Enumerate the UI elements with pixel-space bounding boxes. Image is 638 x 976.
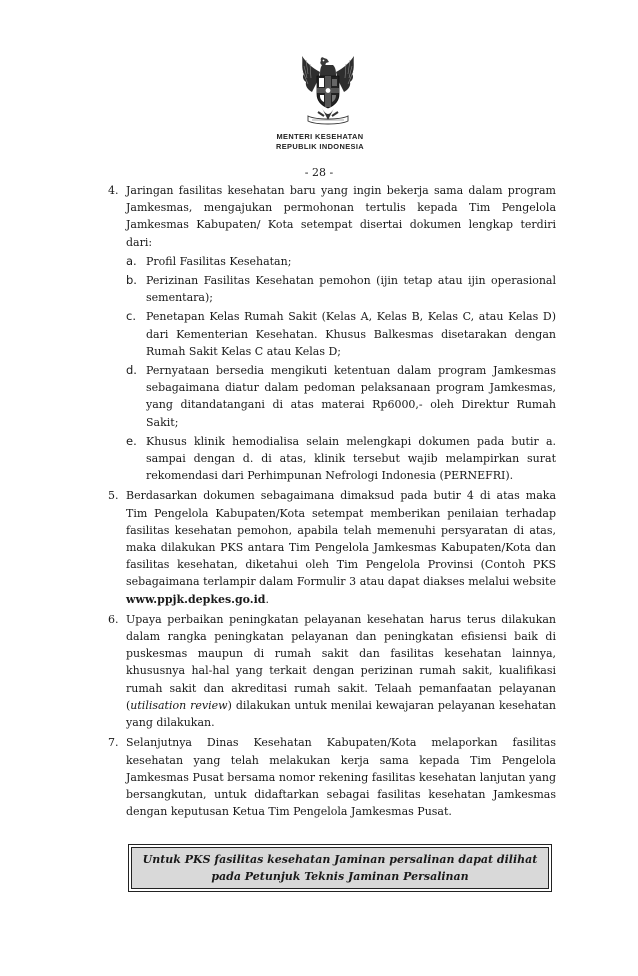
list-item-5	[108, 487, 556, 607]
item-number: 4.	[108, 184, 119, 197]
sub-text: Perizinan Fasilitas Kesehatan pemohon (ijin tetap atau ijin operasional sementara);	[146, 274, 556, 305]
list-item-6	[108, 611, 556, 731]
sub-item-d	[126, 362, 556, 431]
ministry-line-2: REPUBLIK INDONESIA	[275, 142, 365, 151]
sub-list	[126, 253, 556, 485]
sub-letter: d.	[126, 363, 137, 378]
ministry-line-1: MENTERI KESEHATAN	[276, 132, 364, 141]
sub-item-b	[126, 272, 556, 306]
note-line-2: pada Petunjuk Teknis Jaminan Persalinan	[211, 870, 469, 883]
sub-text: Penetapan Kelas Rumah Sakit (Kelas A, Kelas B, Kelas C, atau Kelas D) dari Kementerian Kesehatan. Khusus Balkesmas disetarakan dengan Rumah Sakit Kelas C atau Kelas D;	[146, 310, 556, 358]
sub-text: Profil Fasilitas Kesehatan;	[146, 254, 292, 268]
item-text: Upaya perbaikan peningkatan pelayanan kesehatan harus terus dilakukan dalam rangka peningkatan pelayanan dan peningkatan efisiensi baik di puskesmas maupun di rumah sakit dan fasilitas kesehatan lainnya, khususnya hal-hal yang terkait dengan perizinan rumah sakit, kualifikasi rumah sakit dan akreditasi rumah sakit. Telaah pemanfaatan pelayanan (	[126, 612, 556, 712]
item-number: 5.	[108, 489, 119, 503]
sub-letter: a.	[126, 253, 137, 268]
sub-text: Pernyataan bersedia mengikuti ketentuan dalam program Jamkesmas sebagaimana diatur dalam pedoman pelaksanaan program Jamkesmas, yang ditandatangani di atas materai Rp6000,- oleh Direktur Rumah Sakit;	[146, 364, 556, 429]
sub-item-e	[126, 433, 556, 485]
item-text-tail: .	[265, 592, 270, 606]
document-body	[108, 182, 556, 823]
item-number: 7.	[108, 736, 119, 750]
list-item-4	[108, 182, 556, 484]
item-text: Berdasarkan dokumen sebagaimana dimaksud pada butir 4 di atas maka Tim Pengelola Kabupaten/Kota setempat memberikan penilaian terhadap fasilitas kesehatan pemohon, apabila telah memenuhi persyaratan di atas, maka dilakukan PKS antara Tim Pengelola Jamkesmas Kabupaten/Kota dan fasilitas kesehatan, diketahui oleh Tim Pengelola Provinsi (Contoh PKS sebagaimana terlampir dalam Formulir 3 atau dapat diakses melalui website	[126, 489, 556, 589]
sub-letter: c.	[126, 309, 136, 324]
sub-item-c	[126, 308, 556, 360]
page-number: - 28 -	[304, 166, 334, 179]
sub-letter: b.	[126, 273, 137, 288]
note-box-inner	[131, 847, 549, 889]
item-text-block	[126, 487, 556, 607]
website-link[interactable]: www.ppjk.depkes.go.id	[126, 592, 266, 606]
item-text-block	[126, 611, 556, 731]
list-item-7	[108, 734, 556, 820]
sub-item-a	[126, 253, 556, 270]
ministry-heading	[240, 132, 400, 152]
item-number: 6.	[108, 612, 119, 626]
item-text: Selanjutnya Dinas Kesehatan Kabupaten/Kota melaporkan fasilitas kesehatan yang telah melakukan kerja sama kepada Tim Pengelola Jamkesmas Pusat bersama nomor rekening fasilitas kesehatan lanjutan yang bersangkutan, untuk didaftarkan sebagai fasilitas kesehatan Jamkesmas dengan keputusan Ketua Tim Pengelola Jamkesmas Pusat.	[126, 736, 556, 819]
item-text: Jaringan fasilitas kesehatan baru yang ingin bekerja sama dalam program Jamkesmas, mengajukan permohonan tertulis kepada Tim Pengelola Jamkesmas Kabupaten/ Kota setempat disertai dokumen lengkap terdiri dari:	[126, 184, 556, 249]
note-box	[128, 844, 552, 892]
italic-term: utilisation review	[130, 698, 228, 712]
garuda-emblem-icon	[298, 54, 358, 128]
item-text-after: ) dilakukan untuk menilai kewajaran pelayanan kesehatan yang dilakukan.	[126, 698, 556, 730]
note-line-1: Untuk PKS fasilitas kesehatan Jaminan persalinan dapat dilihat	[142, 853, 538, 866]
sub-text: Khusus klinik hemodialisa selain melengkapi dokumen pada butir a. sampai dengan d. di atas, klinik tersebut wajib melampirkan surat rekomendasi dari Perhimpunan Nefrologi Indonesia (PERNEFRI).	[146, 434, 556, 483]
sub-letter: e.	[126, 433, 137, 448]
